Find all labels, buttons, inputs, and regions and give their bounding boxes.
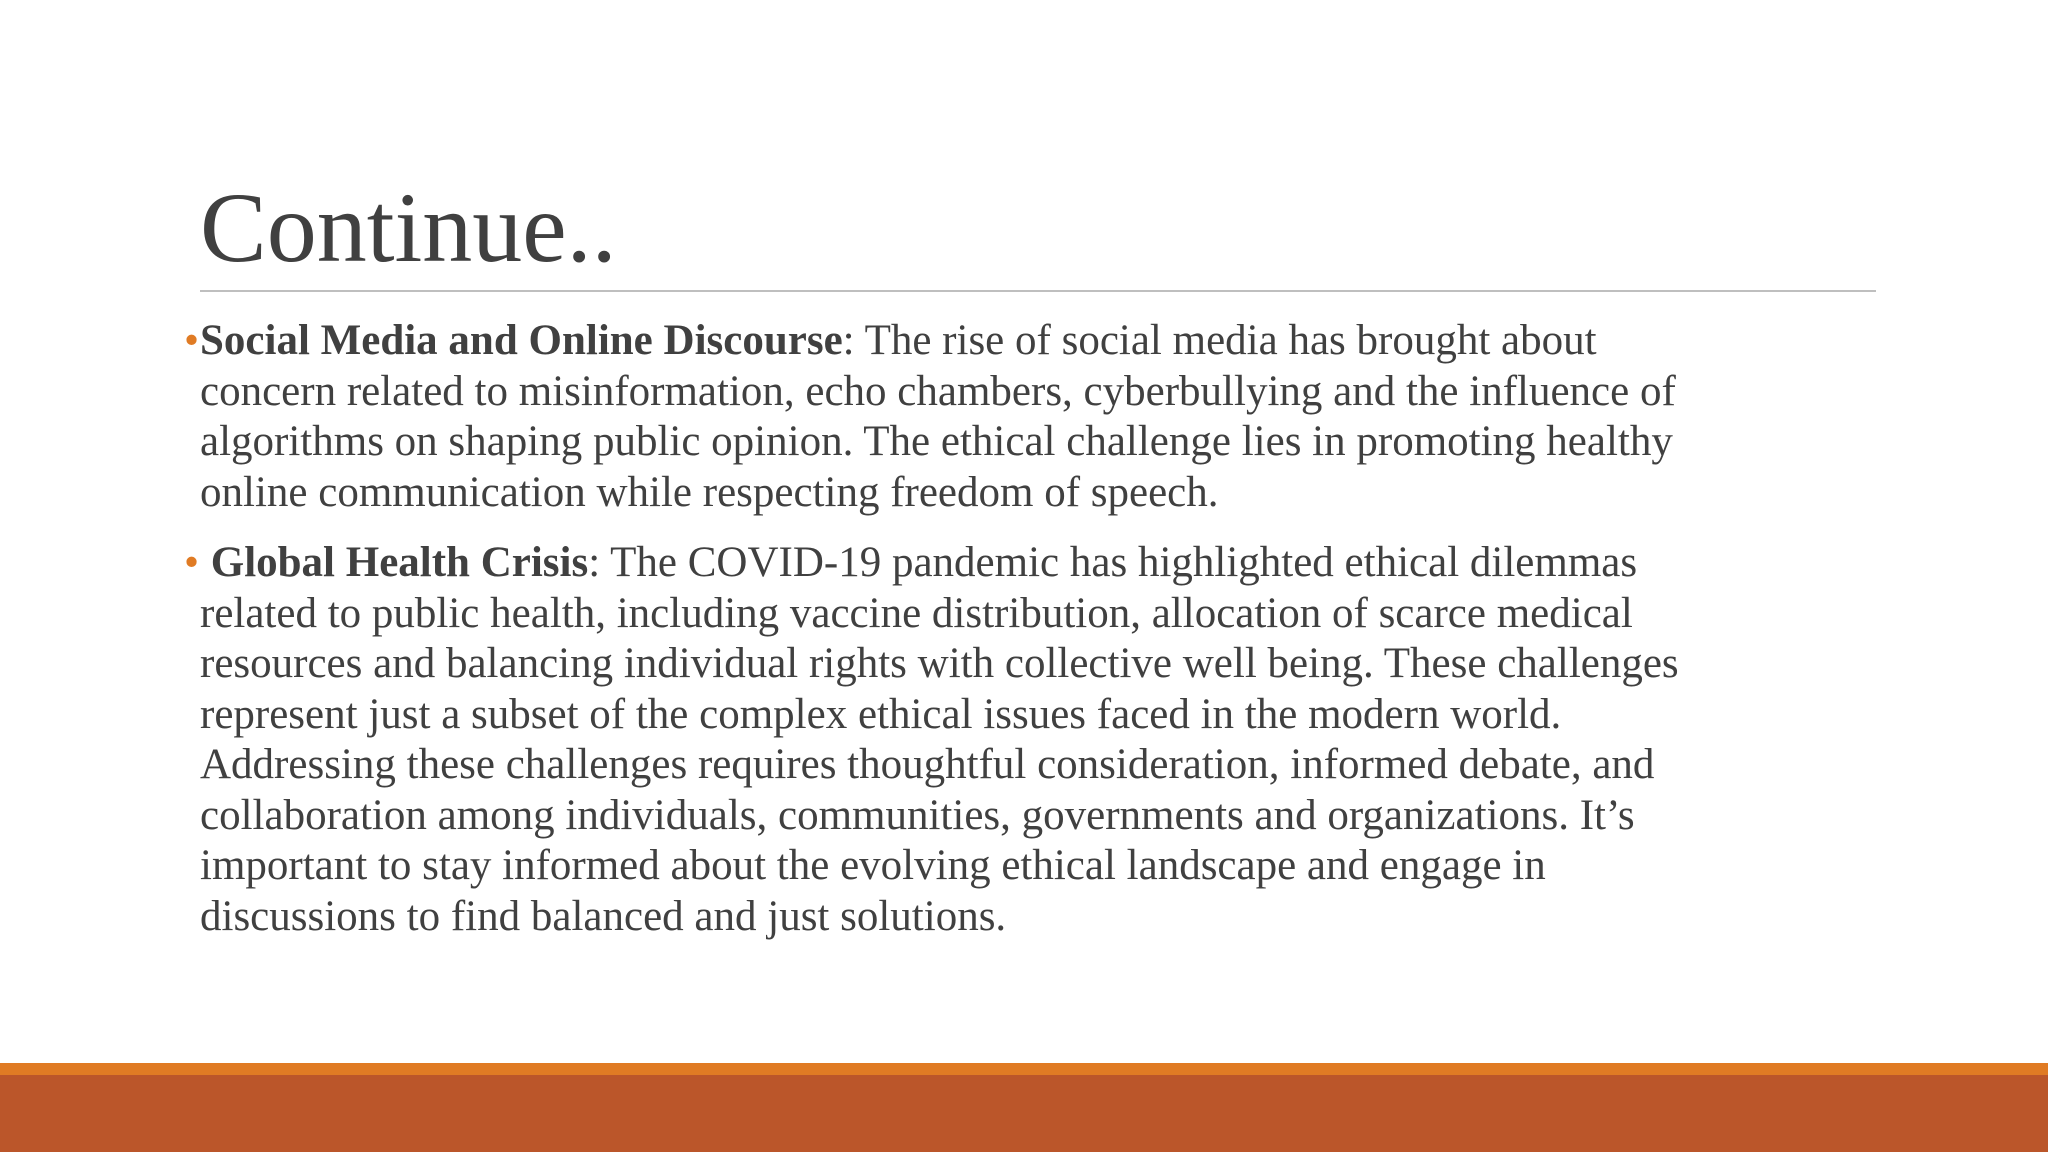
- bullet-text: discussions to find balanced and just solutions.: [200, 892, 1007, 940]
- footer-accent-bar: [0, 1063, 2048, 1075]
- bullet-text: collaboration among individuals, communities, governments and organizations. It’s: [200, 791, 1635, 839]
- bullet-text: : The rise of social media has brought about: [842, 317, 1597, 364]
- bullet-text: resources and balancing individual rights with collective well being. These challenges: [200, 640, 1679, 687]
- bullet-heading: Global Health Crisis: [210, 539, 589, 586]
- bullet-text: important to stay informed about the evolving ethical landscape and engage in: [200, 842, 1546, 889]
- bullet-text: online communication while respecting freedom of speech.: [200, 468, 1219, 516]
- footer-bar: [0, 1075, 2048, 1152]
- title-divider: [200, 290, 1876, 292]
- slide-title: Continue..: [200, 172, 617, 283]
- bullet-social-media: [184, 316, 1900, 518]
- bullet-icon: •: [184, 317, 200, 364]
- bullet-text: : The COVID-19 pandemic has highlighted ethical dilemmas: [588, 539, 1638, 586]
- bullet-heading: Social Media and Online Discourse: [200, 317, 843, 364]
- bullet-icon: •: [184, 539, 200, 586]
- bullet-text: represent just a subset of the complex ethical issues faced in the modern world.: [200, 690, 1562, 738]
- bullet-text: algorithms on shaping public opinion. The ethical challenge lies in promoting healthy: [200, 418, 1673, 465]
- bullet-line: [200, 316, 1900, 367]
- bullet-text: concern related to misinformation, echo chambers, cyberbullying and the influence of: [200, 367, 1676, 415]
- bullet-global-health: [184, 538, 1900, 942]
- slide-body: [184, 316, 1900, 962]
- bullet-line: [200, 538, 1900, 589]
- bullet-text: related to public health, including vaccine distribution, allocation of scarce medical: [200, 589, 1633, 637]
- bullet-text: Addressing these challenges requires thoughtful consideration, informed debate, and: [200, 741, 1655, 788]
